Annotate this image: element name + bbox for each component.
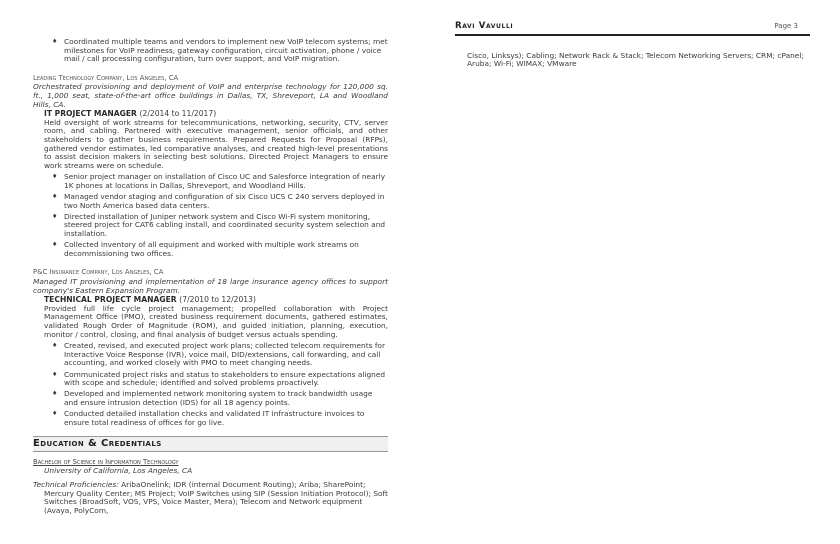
- role-dates: (2/2014 to 11/2017): [139, 109, 217, 119]
- page-header: [455, 22, 810, 36]
- job-summary: Managed IT provisioning and implementation of 18 large insurance agency offices to support company's Eastern Expansion Program.: [33, 277, 388, 295]
- diamond-bullet-icon: ♦: [52, 38, 58, 45]
- diamond-bullet-icon: ♦: [52, 193, 58, 201]
- tech-label: Technical Proficiencies:: [33, 480, 119, 490]
- role-name: IT PROJECT MANAGER: [44, 109, 137, 119]
- technical-proficiencies-continued: Cisco, Linksys); Cabling; Network Rack & Stack; Telecom Networking Servers; CRM; cPanel; Aruba; Wi-Fi; WIMAX; VMware: [467, 50, 804, 69]
- role-description: Provided full life cycle project management; propelled collaboration with Project Management Office (PMO), created business requirement documents, gathered estimates, validated Rough Order of Magnitude (ROM), and guided initiation, planning, execution, monitor / control, closing, and final analysis of budget versus actuals spending.: [44, 303, 388, 339]
- tech-text: AribaOnelink; IDR (internal Document Routing); Ariba; SharePoint; Mercury Quality Center; MS Project; VoIP Switches using SIP (Session Initiation Protocol); Soft Switches (BroadSoft, VOS, VPS, Voice Master, Mera); Telecom and Network equipment (Avaya, PolyCom,: [44, 480, 388, 515]
- role-bullets: [33, 342, 388, 427]
- job-summary: Orchestrated provisioning and deployment of VoIP and enterprise technology for 120,000 sq. ft., 1,000 seat, state-of-the-art office buildings in Dallas, TX, Shreveport, LA and Woodland Hills, CA.: [33, 82, 388, 109]
- diamond-bullet-icon: ♦: [52, 370, 58, 378]
- list-item: ♦ Developed and implemented network monitoring system to track bandwidth usage and ensure intrusion detection (IDS) for all 18 agency points.: [52, 389, 373, 407]
- company-line: Leading Technology Company, Los Angeles, CA: [33, 73, 179, 82]
- list-item: ♦ Senior project manager on installation of Cisco UC and Salesforce integration of nearly 1K phones at locations in Dallas, Shreveport, and Woodland Hills.: [52, 172, 386, 190]
- list-item: ♦ Collected inventory of all equipment and worked with multiple work streams on decommissioning two offices.: [52, 240, 359, 258]
- diamond-bullet-icon: ♦: [52, 342, 58, 350]
- role-description: Held oversight of work streams for telecommunications, networking, security, CTV, server room, and cabling. Partnered with executive management, senior officials, and other stakeholders to gather business requirements. Prepared Requests for Proposal (RFPs), gathered vendor estimates, led comparative analyses, and created high-level presentations to assist decision makers in selecting best solutions. Directed Project Managers to ensure work streams were on schedule.: [44, 117, 388, 170]
- job-entry: [33, 74, 388, 259]
- list-item: ♦ Directed installation of Juniper network system and Cisco Wi-Fi system monitoring, steered project for CAT6 cabling install, and coordinated security system selection and installation.: [52, 211, 386, 239]
- education-section-heading: Education & Credentials: [33, 436, 388, 452]
- page-number: Page 3: [774, 22, 798, 30]
- diamond-bullet-icon: ♦: [52, 390, 58, 398]
- diamond-bullet-icon: ♦: [52, 212, 58, 220]
- list-item: ♦ Conducted detailed installation checks and validated IT infrastructure invoices to ensure total readiness of offices for go live.: [52, 409, 365, 427]
- diamond-bullet-icon: ♦: [52, 410, 58, 418]
- list-item: ♦ Managed vendor staging and configuration of six Cisco UCS C 240 servers deployed in two North America based data centers.: [52, 192, 385, 210]
- list-item: ♦ Created, revised, and executed project work plans; collected telecom requirements for Interactive Voice Response (IVR), voice mail, DID/extensions, call forwarding, and call accounting, and worked closely with PMO to meet changing needs.: [52, 341, 385, 368]
- resume-page-right: [455, 22, 810, 69]
- role-name: TECHNICAL PROJECT MANAGER: [44, 295, 177, 305]
- resume-page-left: [33, 38, 388, 515]
- technical-proficiencies: [33, 481, 388, 515]
- school-name: University of California, Los Angeles, CA: [44, 465, 193, 475]
- previous-job-bullets: [33, 38, 388, 64]
- role-dates: (7/2010 to 12/2013): [179, 295, 256, 305]
- diamond-bullet-icon: ♦: [52, 241, 58, 249]
- role-bullets: [33, 173, 388, 258]
- candidate-name: Ravi Vavulli: [455, 21, 514, 31]
- degree-title: Bachelor of Science in Information Technology: [33, 457, 179, 466]
- job-entry: [33, 268, 388, 427]
- company-line: P&C Insurance Company, Los Angeles, CA: [33, 268, 164, 277]
- list-item: ♦ Communicated project risks and status to stakeholders to ensure expectations aligned with scope and schedule; identified and solved problems proactively.: [52, 369, 386, 388]
- list-item: ♦ Coordinated multiple teams and vendors to implement new VoIP telecom systems; met milestones for VoIP readiness, gateway configuration, circuit activation, phone / voice mail / call processing configuration, turn over support, and VoIP migration.: [52, 37, 388, 64]
- diamond-bullet-icon: ♦: [52, 173, 58, 181]
